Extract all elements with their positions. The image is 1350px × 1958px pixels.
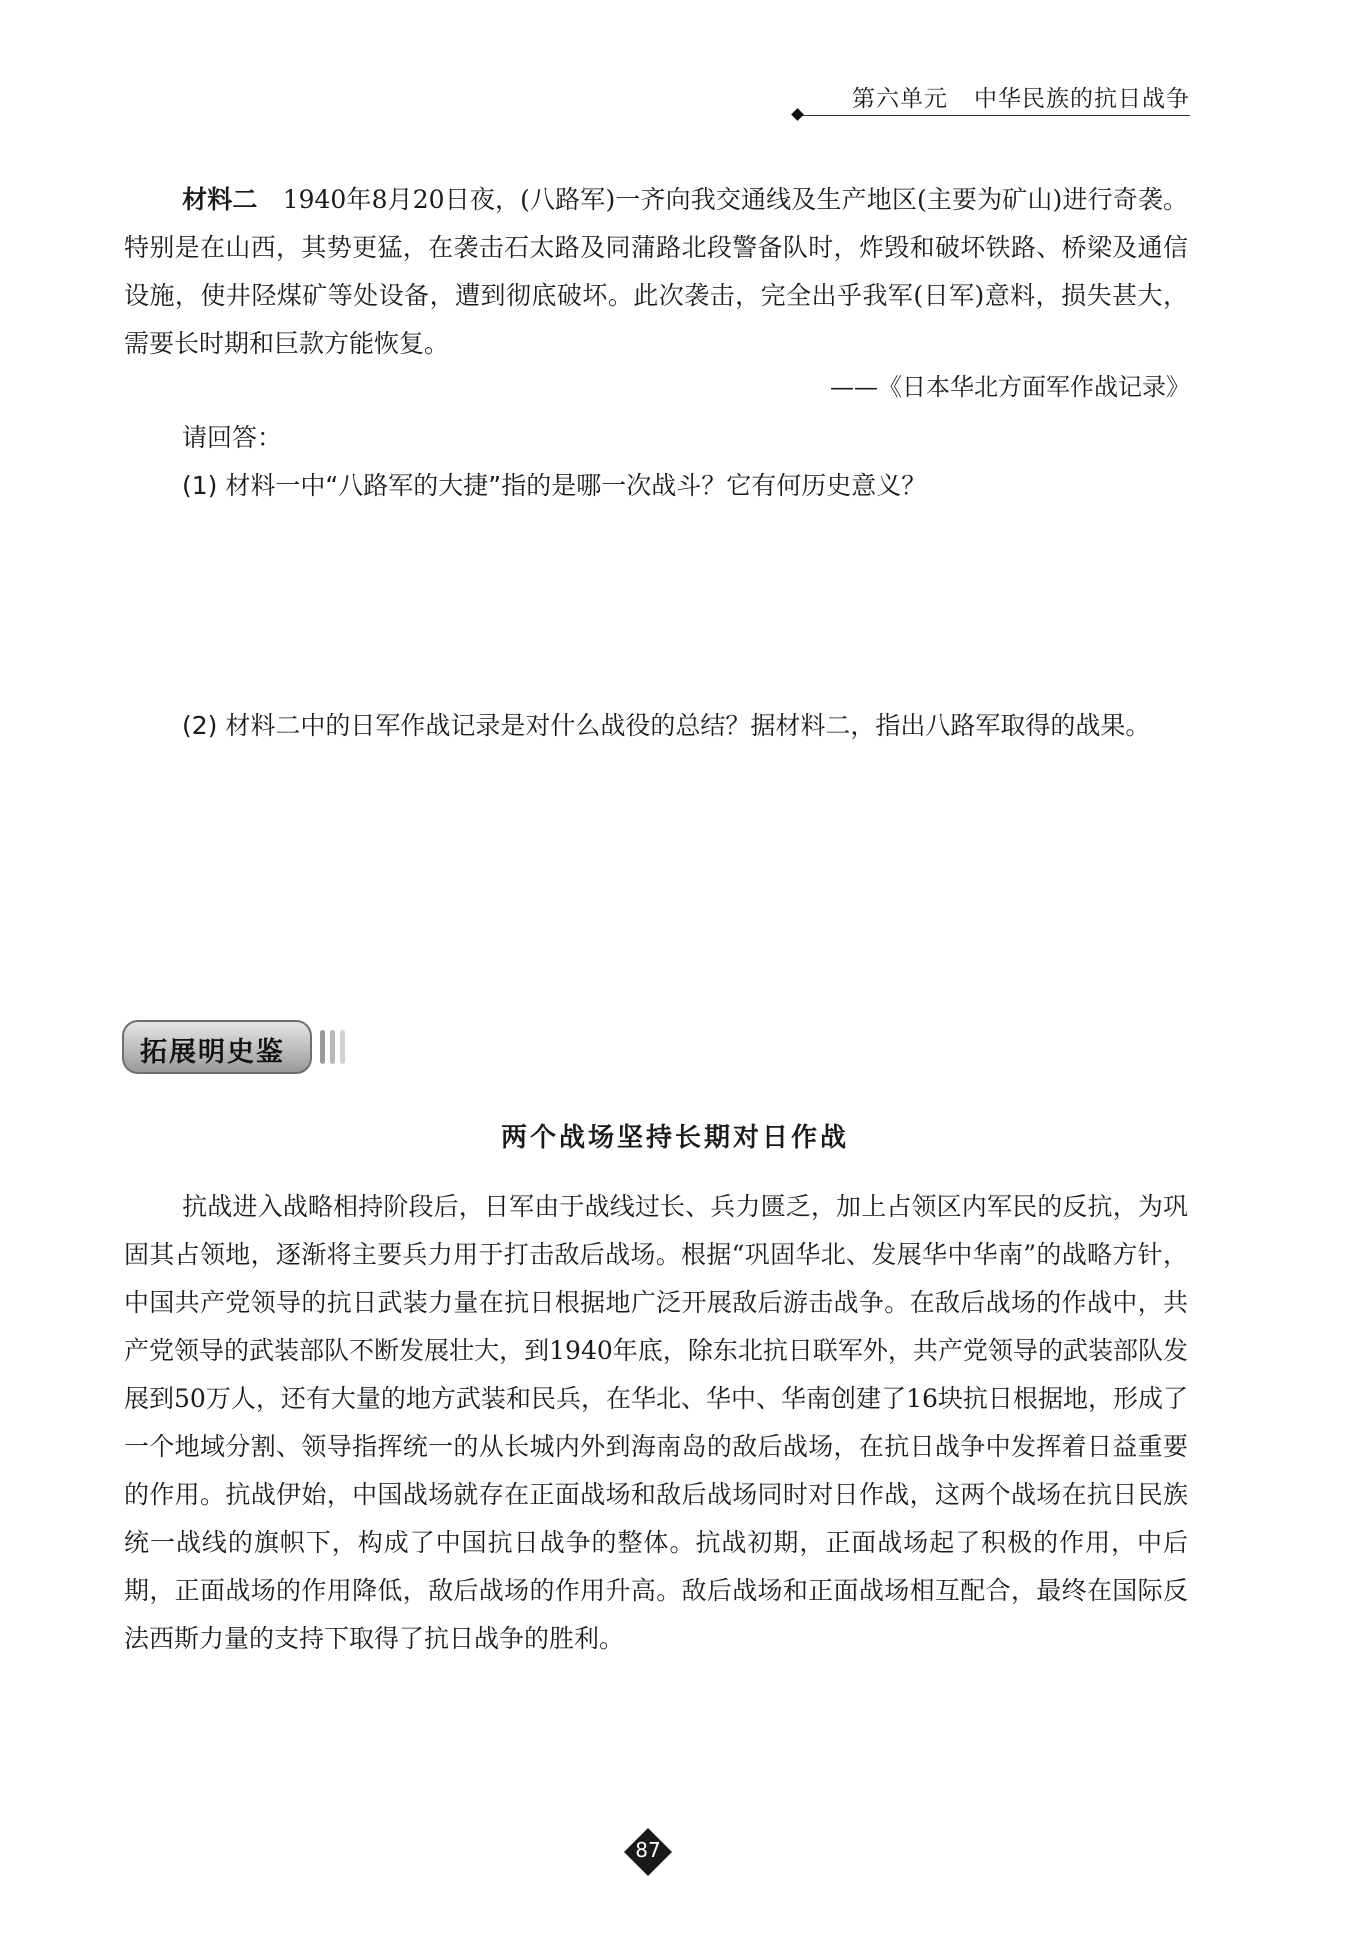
article-title: 两个战场坚持长期对日作战	[500, 1123, 849, 1153]
header-rule	[802, 115, 1190, 116]
header-text	[852, 80, 1190, 113]
material-two-paragraph	[124, 176, 1188, 368]
badge-stripe-icon	[320, 1030, 325, 1064]
question-2-text: (2) 材料二中的日军作战记录是对什么战役的总结？据材料二，指出八路军取得的战果。	[182, 711, 1151, 740]
section-badge-label: 拓展明史鉴	[140, 1037, 285, 1068]
badge-stripe-icon	[340, 1030, 345, 1064]
page-number	[624, 1828, 672, 1876]
header-title: 中华民族的抗日战争	[974, 86, 1190, 112]
badge-stripe-icon	[330, 1030, 335, 1064]
page-number-text: 87	[635, 1838, 661, 1862]
question-2	[124, 702, 1188, 750]
question-1	[124, 462, 1188, 510]
header-diamond-icon	[791, 108, 804, 121]
running-header	[790, 80, 1190, 120]
question-1-text: (1) 材料一中“八路军的大捷”指的是哪一次战斗？它有何历史意义？	[182, 471, 927, 500]
material-two-source: ——《日本华北方面军作战记录》	[830, 373, 1190, 401]
article-body	[124, 1183, 1188, 1663]
material-two-text: 1940年8月20日夜，(八路军)一齐向我交通线及生产地区(主要为矿山)进行奇袭。特别是在山西，其势更猛，在袭击石太路及同蒲路北段警备队时，炸毁和破坏铁路、桥梁及通信设施，使井陉煤矿等处设备，遭到彻底破坏。此次袭击，完全出乎我军(日军)意料，损失甚大，需要长时期和巨款方能恢复。	[124, 185, 1188, 358]
header-unit: 第六单元	[852, 86, 948, 112]
article-body-text: 抗战进入战略相持阶段后，日军由于战线过长、兵力匮乏，加上占领区内军民的反抗，为巩固其占领地，逐渐将主要兵力用于打击敌后战场。根据“巩固华北、发展华中华南”的战略方针，中国共产党领导的抗日武装力量在抗日根据地广泛开展敌后游击战争。在敌后战场的作战中，共产党领导的武装部队不断发展壮大，到1940年底，除东北抗日联军外，共产党领导的武装部队发展到50万人，还有大量的地方武装和民兵，在华北、华中、华南创建了16块抗日根据地，形成了一个地域分割、领导指挥统一的从长城内外到海南岛的敌后战场，在抗日战争中发挥着日益重要的作用。抗战伊始，中国战场就存在正面战场和敌后战场同时对日作战，这两个战场在抗日民族统一战线的旗帜下，构成了中国抗日战争的整体。抗战初期，正面战场起了积极的作用，中后期，正面战场的作用降低，敌后战场的作用升高。敌后战场和正面战场相互配合，最终在国际反法西斯力量的支持下取得了抗日战争的胜利。	[124, 1192, 1188, 1653]
questions-prompt: 请回答：	[182, 423, 283, 452]
section-badge	[122, 1020, 350, 1074]
material-two-label: 材料二	[182, 185, 258, 214]
